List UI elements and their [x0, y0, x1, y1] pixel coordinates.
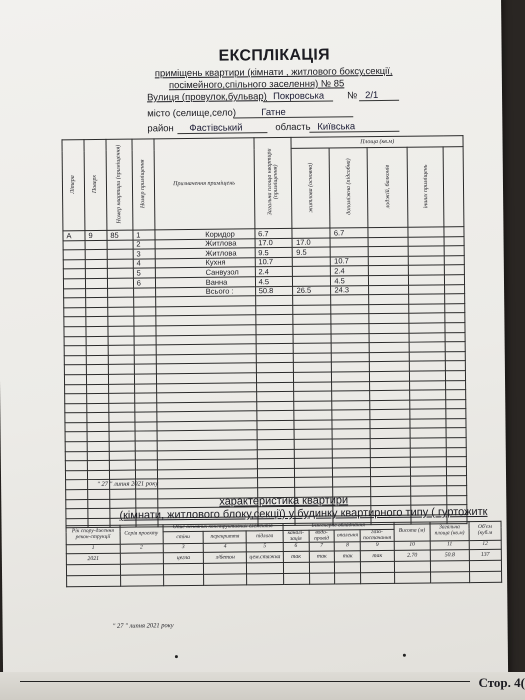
cell-floor [85, 269, 107, 279]
char-value: 2.70 [394, 550, 431, 561]
cell-name: Кухня [155, 258, 255, 269]
char-col-number: 10 [394, 541, 431, 550]
cell-apt [107, 288, 133, 298]
city-label: місто (селище,село) [147, 107, 237, 120]
cell-floor [85, 240, 107, 250]
cell-letter [63, 269, 85, 279]
street-value: Покровська [272, 90, 325, 103]
cell-total: 4.5 [255, 276, 293, 286]
col-living: житлова (основна) [307, 162, 315, 213]
char-col-volume: Об'єм (куб.м [469, 521, 501, 541]
cell-total: 10.7 [255, 257, 293, 267]
char-col-number: 1 [66, 545, 120, 555]
char-value: так [361, 551, 394, 562]
char-col-number: 11 [430, 541, 469, 550]
char-col-number: 4 [204, 543, 247, 552]
characteristics-table [66, 521, 503, 588]
cell-living: 17.0 [293, 238, 331, 248]
cell-apt: 85 [107, 230, 133, 240]
characteristics-date: " 27 " липня 2021 року [112, 622, 174, 630]
cell-apt [107, 240, 133, 250]
char-value: цегла [163, 553, 204, 564]
cell-floor [85, 250, 107, 260]
cell-total: 9.5 [255, 248, 293, 258]
col-floor: Поверх [92, 174, 99, 194]
char-col-number: 9 [361, 542, 394, 551]
lower-page-edge [0, 672, 525, 700]
cell-name: Житлова [155, 248, 255, 259]
char-col-number: 6 [283, 543, 309, 552]
cell-aux [330, 237, 368, 247]
char-col-partitions: перекриття [203, 531, 246, 544]
char-col-number: 12 [469, 541, 501, 550]
cell-living [293, 276, 331, 286]
char-col-number: 2 [120, 544, 163, 553]
char-col-number: 8 [335, 542, 361, 551]
cell-living [292, 228, 330, 238]
char-value: 50.8 [430, 550, 469, 561]
char-value: так [283, 552, 309, 563]
char-col-year: Рік спору-дження рекон-струкції [66, 525, 120, 545]
char-col-total-area: Загальна площа (кв.м) [430, 522, 469, 542]
characteristics-title-2: (кімнати, житлового блоку,секції) у будинку квартирного типу ( гуртожитк [119, 505, 488, 522]
cell-total: 50.8 [255, 286, 293, 296]
cell-letter [63, 259, 85, 269]
char-col-number: 3 [163, 544, 204, 553]
cell-aux: 6.7 [330, 228, 368, 238]
cell-room: 6 [133, 278, 155, 288]
cell-total: 6.7 [255, 228, 293, 238]
cell-room: 1 [133, 230, 155, 240]
char-value: 137 [469, 550, 501, 561]
char-col-height: Висота (м) [394, 522, 431, 542]
cell-living: 9.5 [293, 247, 331, 257]
char-value [120, 553, 163, 564]
district-value: Фастівський [189, 122, 243, 134]
cell-aux [331, 247, 369, 257]
cell-room: 4 [133, 259, 155, 269]
col-letter: Літера [70, 174, 77, 194]
cell-letter: А [63, 231, 85, 241]
col-other: інших приміщень [422, 164, 429, 209]
col-purpose: Призначення приміщень [173, 180, 236, 188]
cell-floor: 9 [85, 230, 107, 240]
char-col-series: Серія проекту [120, 525, 163, 545]
table-date: " 27 " липня 2021 року [97, 480, 159, 488]
district-label: район [147, 123, 174, 135]
cell-apt [107, 249, 133, 259]
col-balcony: лоджій, балконів [384, 164, 391, 209]
cell-name: Ванна [155, 277, 255, 288]
cell-floor [85, 259, 107, 269]
mark-dot [175, 655, 178, 658]
cell-aux: 24.3 [331, 285, 369, 295]
cell-name: Коридор [155, 229, 255, 240]
cell-name: Всього : [155, 286, 255, 297]
char-value: 2021 [66, 554, 120, 566]
house-label: № [346, 90, 358, 102]
city-value: Гатне [261, 106, 286, 119]
char-value: цем.стяжка [247, 552, 284, 563]
page-number: Стор. 4( [478, 675, 525, 690]
char-col-number: 5 [247, 543, 284, 552]
document-title: ЕКСПЛІКАЦІЯ [218, 46, 330, 65]
cell-name: Житлова [155, 238, 255, 249]
oblast-label: область [275, 121, 311, 134]
cell-letter [63, 279, 85, 289]
house-value: 2/1 [364, 90, 379, 102]
char-col-water: водо-провід [309, 530, 335, 543]
mark-dot [403, 654, 406, 657]
cell-apt [107, 268, 133, 278]
header-line-2: посімейного,спільного заселення) № 85 [168, 78, 345, 92]
cell-floor [85, 278, 107, 288]
cell-living: 26.5 [293, 286, 331, 296]
cell-total: 2.4 [255, 267, 293, 277]
oblast-value: Київська [317, 121, 356, 133]
cell-aux: 4.5 [331, 276, 369, 286]
characteristics-title-1: характеристика квартири [219, 494, 349, 508]
cell-letter [64, 288, 86, 298]
char-col-heating: опалення [334, 529, 360, 542]
char-value: так [309, 551, 335, 562]
cell-apt [107, 259, 133, 269]
char-value: з/бетон [204, 552, 247, 563]
cell-name: Санвузол [155, 267, 255, 278]
char-value: так [335, 551, 361, 562]
street-label: Вулиця (провулок,бульвар) [146, 91, 267, 104]
char-col-number: 7 [309, 542, 335, 551]
col-area-group: Площа (кв.м) [360, 138, 395, 146]
cell-room: 3 [133, 249, 155, 259]
cell-letter [63, 250, 85, 260]
col-total-area: Загальна площа квартири (приміщення) [266, 148, 280, 216]
page-footer-rule [20, 681, 470, 682]
cell-living [293, 266, 331, 276]
char-col-walls: стіни [163, 531, 204, 544]
header-line-1: приміщень квартири (кімнати , житлового боксу,секції, [154, 65, 393, 80]
char-col-walls-group: Опис основних конструктивних елементів [163, 524, 283, 532]
cell-aux: 10.7 [331, 256, 369, 266]
cell-total: 17.0 [255, 238, 293, 248]
cell-room: 2 [133, 239, 155, 249]
cell-room: 5 [133, 268, 155, 278]
cell-letter [63, 240, 85, 250]
cell-living [293, 257, 331, 267]
cell-room [133, 287, 155, 297]
col-apartment: Номер квартири (приміщення) [115, 144, 123, 224]
char-col-sewer: каналі-зація [283, 530, 309, 543]
char-col-gas: газо-постачання [360, 529, 393, 542]
explication-table [61, 135, 467, 529]
col-room: Номер приміщення [139, 159, 147, 208]
cell-apt [107, 278, 133, 288]
char-col-ceilings: підлога [246, 530, 283, 543]
cell-aux: 2.4 [331, 266, 369, 276]
col-auxiliary: допоміжна (підсобна) [345, 158, 353, 216]
char-col-eng-group: Інженерне обладнання [283, 522, 394, 530]
cell-floor [85, 288, 107, 298]
